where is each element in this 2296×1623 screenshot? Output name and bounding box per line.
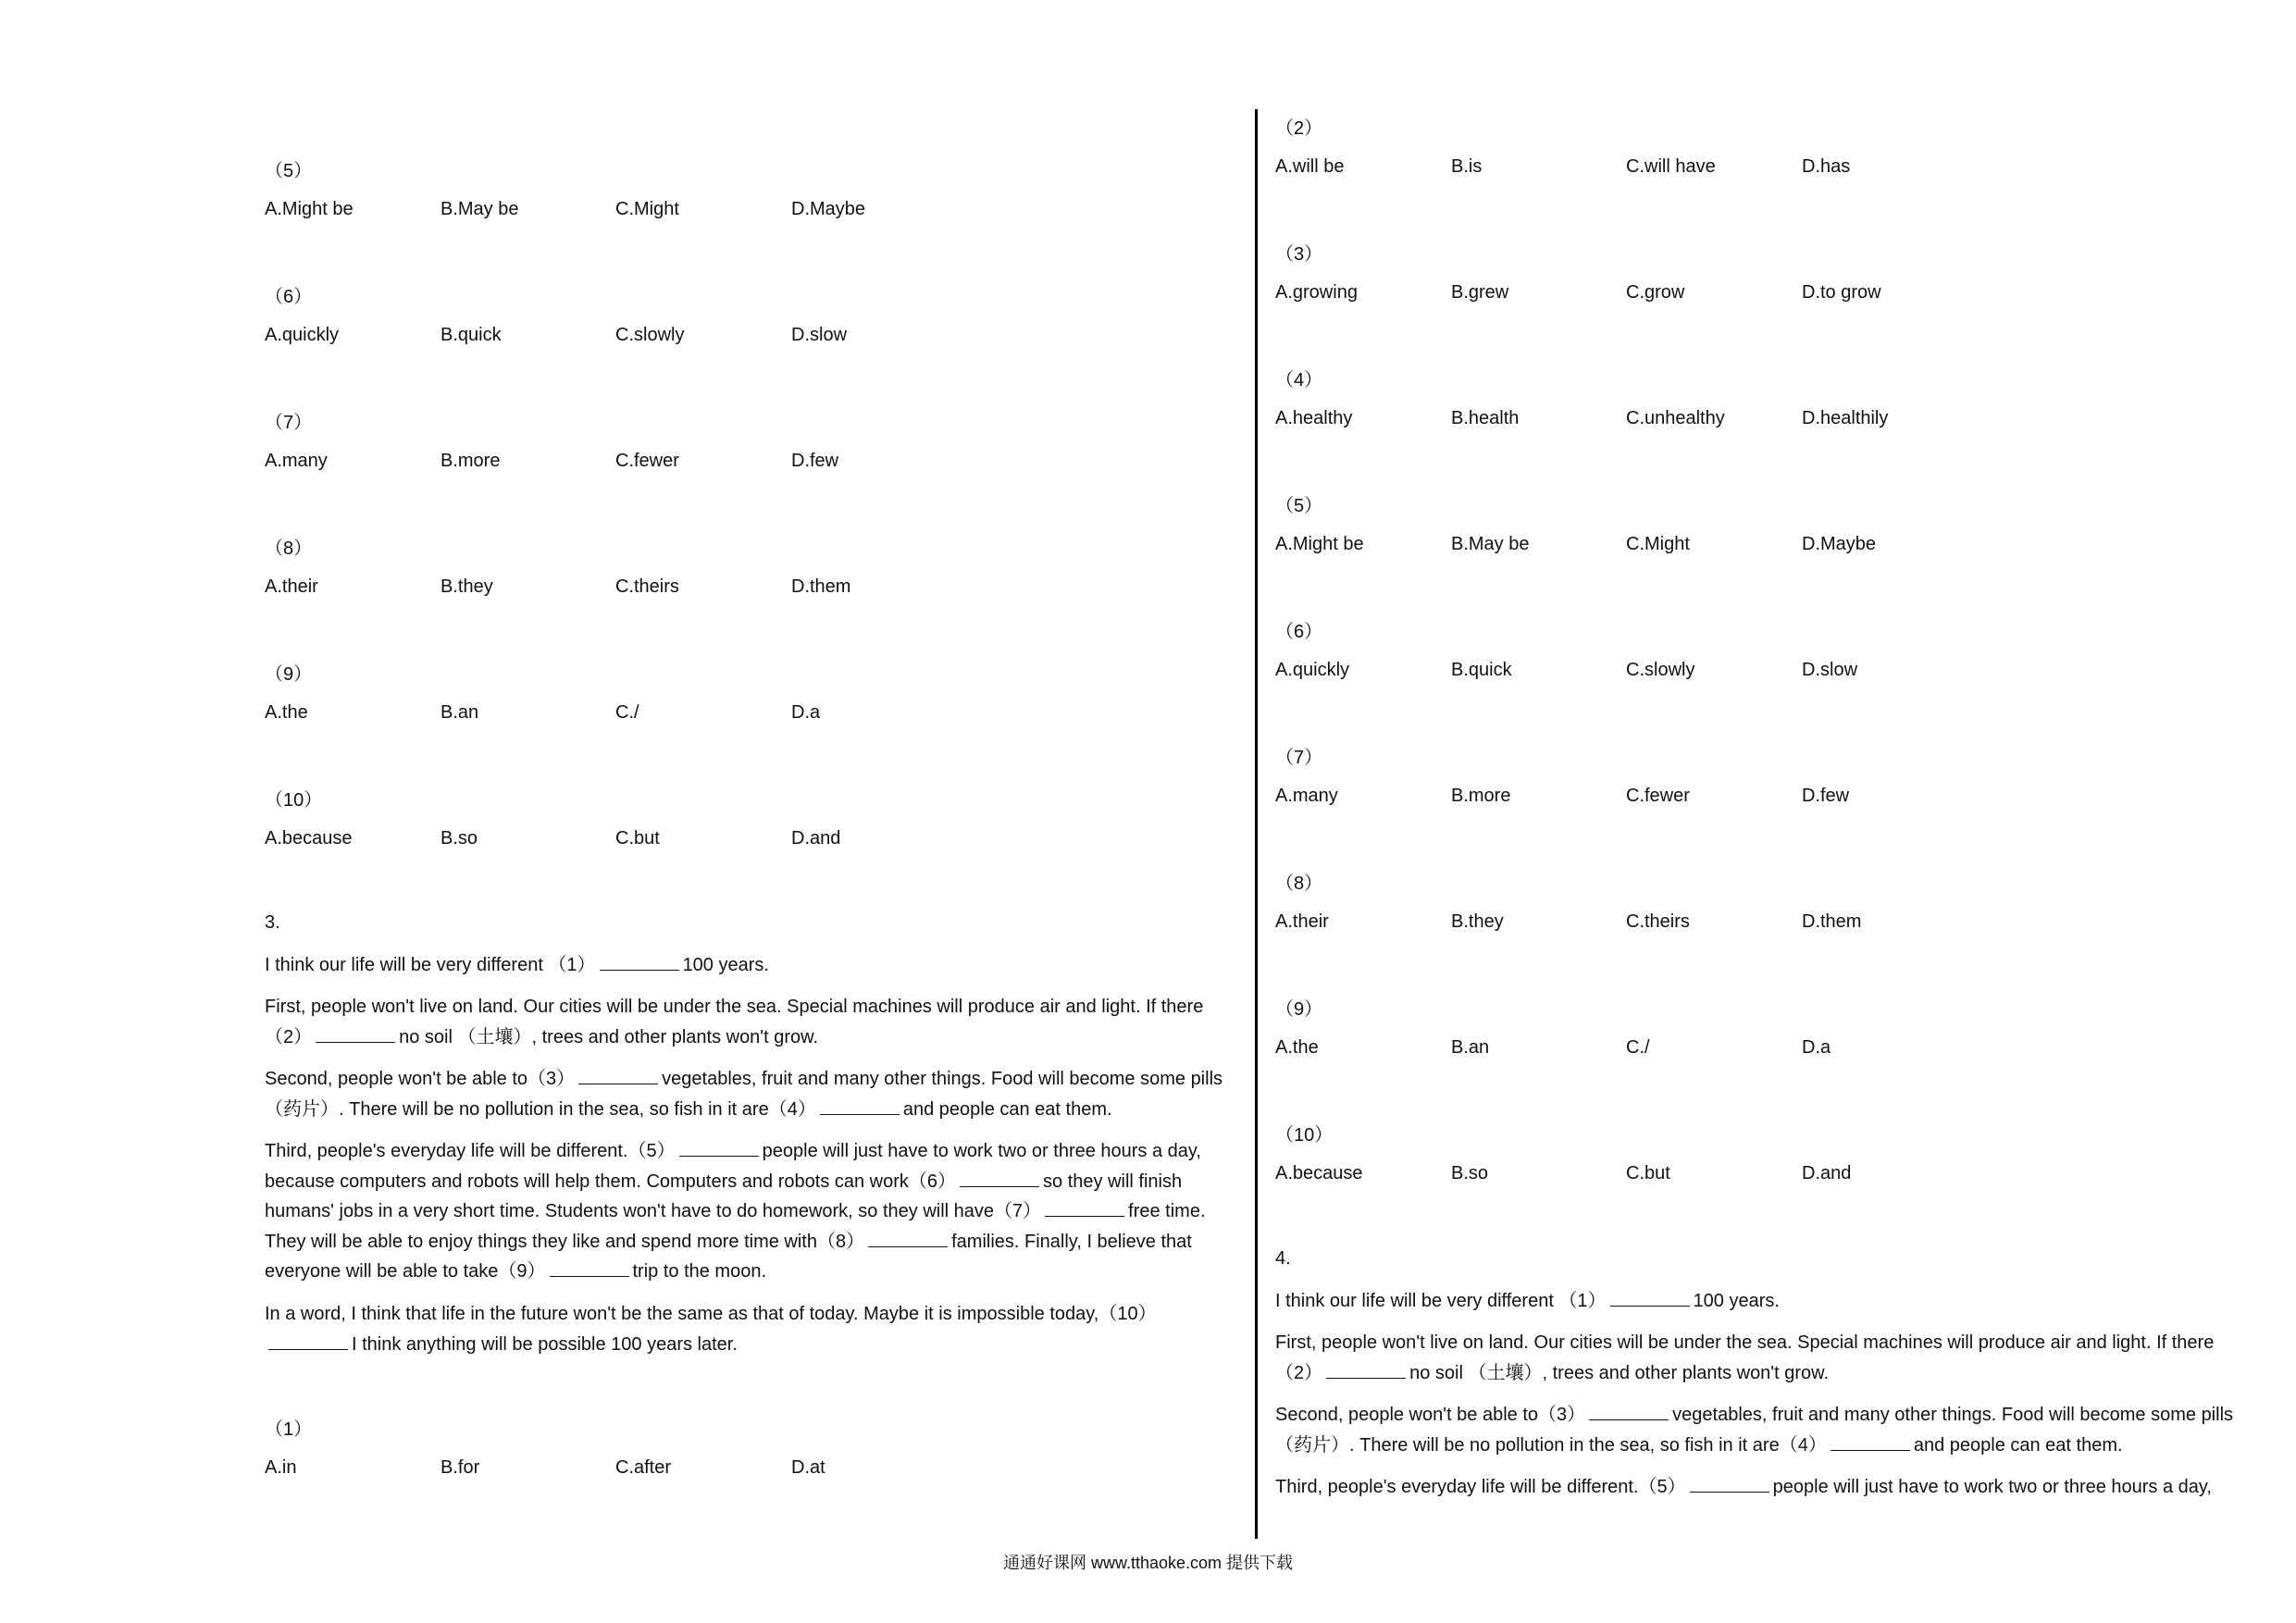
option-a: A.growing: [1275, 282, 1358, 303]
option-b: B.May be: [441, 199, 519, 219]
option-b: B.an: [441, 702, 479, 723]
question-number: （8）: [1275, 873, 1323, 894]
option-a: A.many: [265, 451, 328, 471]
answer-blank: [268, 1332, 348, 1350]
option-c: C.Might: [1626, 534, 1690, 554]
option-b: B.an: [1451, 1037, 1490, 1058]
answer-blank: [1690, 1475, 1769, 1493]
option-c: C.theirs: [1626, 911, 1690, 932]
option-c: C.slowly: [615, 325, 685, 345]
option-b: B.for: [441, 1457, 480, 1478]
question-number: （7）: [1275, 748, 1323, 768]
passage-paragraph: Second, people won't be able to（3） vegetables, fruit and many other things. Food will become some pills （药片）. There will be no pollution in the sea, so fish in it are（4） and people can eat them.: [265, 1069, 1223, 1120]
answer-blank: [1045, 1199, 1124, 1217]
passage-paragraph: I think our life will be very different （1） 100 years.: [265, 955, 769, 975]
question-number: （2）: [1275, 118, 1323, 139]
option-c: C./: [615, 702, 639, 723]
option-d: D.them: [791, 576, 851, 597]
option-b: B.quick: [1451, 660, 1512, 680]
option-b: B.May be: [1451, 534, 1530, 554]
option-c: C.fewer: [1626, 786, 1690, 806]
option-b: B.they: [441, 576, 493, 597]
passage-paragraph: Third, people's everyday life will be different.（5） people will just have to work two or three hours a day,: [1275, 1477, 2212, 1497]
option-d: D.a: [1802, 1037, 1831, 1058]
question-number: （3）: [1275, 244, 1323, 265]
option-b: B.quick: [441, 325, 502, 345]
option-a: A.their: [265, 576, 318, 597]
passage-paragraph: Third, people's everyday life will be different.（5） people will just have to work two or three hours a day, because computers and robots will help them. Computers and robots can work（6） so they will finish humans' jobs in a very short time. Students won't have to do homework, so they will have（7） free time. They will be able to enjoy things they like and spend more time with（8） families. Finally, I believe that everyone will be able to take（9） trip to the moon.: [265, 1141, 1206, 1282]
option-d: D.slow: [1802, 660, 1858, 680]
option-d: D.has: [1802, 156, 1851, 177]
question-number: （10）: [265, 790, 323, 811]
option-d: D.few: [1802, 786, 1850, 806]
option-d: D.and: [1802, 1163, 1852, 1183]
option-d: D.at: [791, 1457, 825, 1478]
question-number: （9）: [265, 664, 313, 685]
question-number: （1）: [265, 1419, 313, 1440]
answer-blank: [679, 1139, 759, 1157]
option-d: D.Maybe: [791, 199, 866, 219]
option-a: A.many: [1275, 786, 1338, 806]
option-c: C.but: [1626, 1163, 1670, 1183]
question-number: （10）: [1275, 1125, 1334, 1146]
question-number: （6）: [1275, 622, 1323, 642]
answer-blank: [550, 1259, 629, 1277]
answer-blank: [1326, 1361, 1406, 1379]
question-number: （7）: [265, 413, 313, 433]
answer-blank: [820, 1097, 900, 1115]
option-a: A.healthy: [1275, 408, 1353, 428]
option-d: D.healthily: [1802, 408, 1889, 428]
option-d: D.a: [791, 702, 821, 723]
option-c: C.unhealthy: [1626, 408, 1725, 428]
option-a: A.because: [265, 828, 353, 849]
answer-blank: [316, 1025, 395, 1043]
answer-blank: [600, 953, 679, 971]
question-number: （9）: [1275, 999, 1323, 1020]
question-number: （5）: [1275, 496, 1323, 516]
option-a: A.Might be: [265, 199, 354, 219]
option-c: C.fewer: [615, 451, 679, 471]
option-d: D.to grow: [1802, 282, 1881, 303]
question-number: （5）: [265, 161, 313, 181]
option-c: C.after: [615, 1457, 672, 1478]
passage-paragraph: In a word, I think that life in the future won't be the same as that of today. Maybe it is impossible today,（10）I think anything will be possible 100 years later.: [265, 1304, 1157, 1355]
passage-paragraph: I think our life will be very different （1） 100 years.: [1275, 1291, 1780, 1311]
option-c: C.Might: [615, 199, 679, 219]
option-c: C./: [1626, 1037, 1650, 1058]
option-a: A.the: [265, 702, 308, 723]
option-a: A.quickly: [1275, 660, 1350, 680]
option-b: B.so: [441, 828, 478, 849]
option-d: D.slow: [791, 325, 848, 345]
question-number: （6）: [265, 287, 313, 307]
column-divider: [1255, 109, 1258, 1539]
option-d: D.Maybe: [1802, 534, 1877, 554]
option-b: B.grew: [1451, 282, 1509, 303]
passage-paragraph: Second, people won't be able to（3） vegetables, fruit and many other things. Food will become some pills （药片）. There will be no pollution in the sea, so fish in it are（4） and people can eat them.: [1275, 1405, 2234, 1456]
answer-blank: [960, 1170, 1039, 1187]
option-a: A.quickly: [265, 325, 340, 345]
page-footer: 通通好课网 www.tthaoke.com 提供下载: [1002, 1554, 1294, 1572]
option-d: D.few: [791, 451, 839, 471]
option-b: B.is: [1451, 156, 1483, 177]
passage-paragraph: First, people won't live on land. Our cities will be under the sea. Special machines will produce air and light. If there （2） no soil （土壤）, trees and other plants won't grow.: [1275, 1332, 2215, 1383]
option-d: D.them: [1802, 911, 1862, 932]
option-a: A.because: [1275, 1163, 1363, 1183]
option-b: B.health: [1451, 408, 1520, 428]
option-c: C.but: [615, 828, 660, 849]
option-b: B.more: [441, 451, 501, 471]
answer-blank: [1610, 1289, 1690, 1307]
section-title: 3.: [265, 912, 280, 933]
option-a: A.will be: [1275, 156, 1345, 177]
option-a: A.Might be: [1275, 534, 1364, 554]
passage-paragraph: First, people won't live on land. Our cities will be under the sea. Special machines will produce air and light. If there （2） no soil （土壤）, trees and other plants won't grow.: [265, 997, 1204, 1047]
option-c: C.will have: [1626, 156, 1716, 177]
left-column: [265, 0, 1236, 1536]
option-b: B.more: [1451, 786, 1511, 806]
option-a: A.in: [265, 1457, 297, 1478]
question-number: （8）: [265, 539, 313, 559]
question-number: （4）: [1275, 370, 1323, 390]
answer-blank: [1589, 1403, 1669, 1420]
option-c: C.slowly: [1626, 660, 1695, 680]
right-column: [1275, 0, 2247, 1536]
option-c: C.grow: [1626, 282, 1685, 303]
option-c: C.theirs: [615, 576, 679, 597]
answer-blank: [1831, 1433, 1910, 1451]
section-title: 4.: [1275, 1248, 1291, 1269]
option-d: D.and: [791, 828, 841, 849]
option-a: A.their: [1275, 911, 1329, 932]
answer-blank: [578, 1067, 658, 1084]
answer-blank: [868, 1230, 948, 1247]
option-b: B.so: [1451, 1163, 1489, 1183]
option-a: A.the: [1275, 1037, 1319, 1058]
option-b: B.they: [1451, 911, 1504, 932]
